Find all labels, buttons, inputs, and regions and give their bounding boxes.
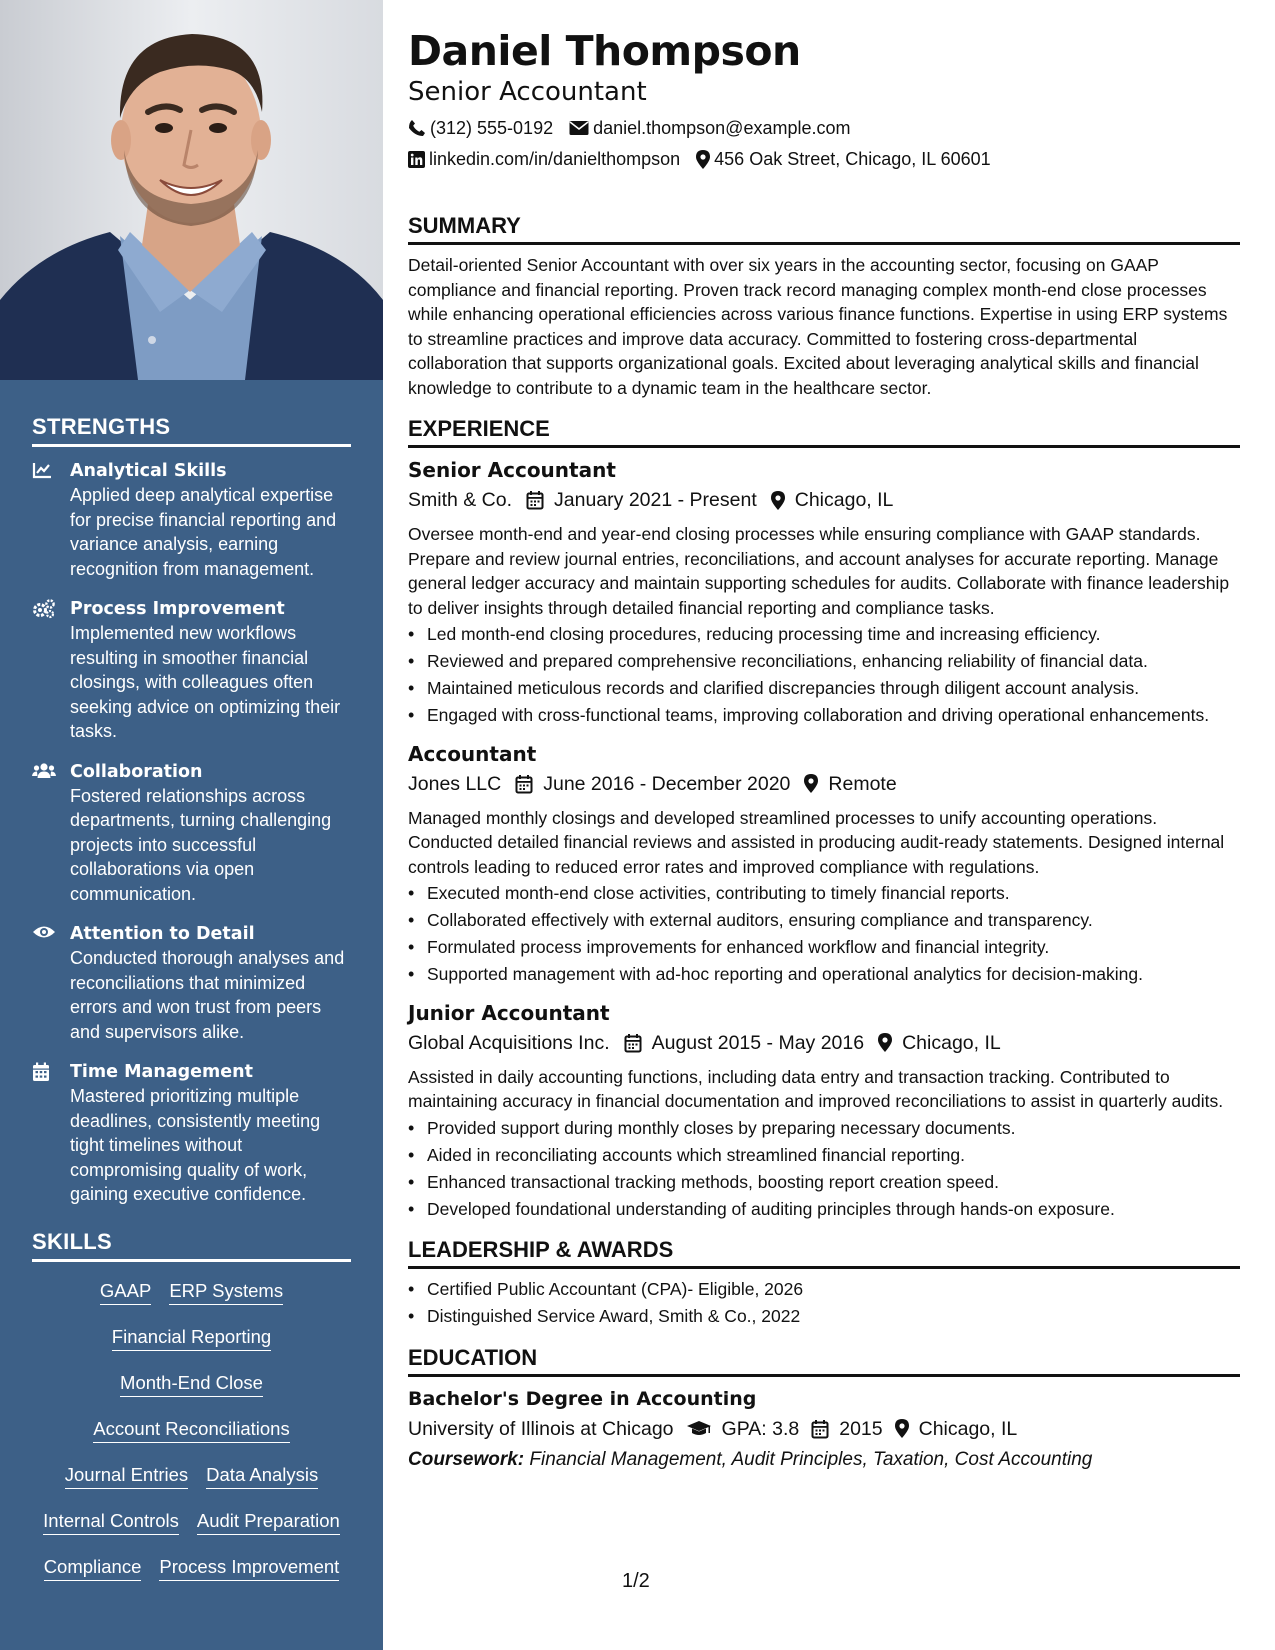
strength-title: Time Management [70,1062,253,1082]
degree-title: Bachelor's Degree in Accounting [408,1387,757,1410]
skill-tag: Compliance [44,1556,142,1581]
summary-text: Detail-oriented Senior Accountant with over six years in the accounting sector, focusing on GAAP compliance and financial reporting. Proven track record managing complex month-end close processes while enhancing operational efficiencies across various finance functions. Expertise in using ERP systems to streamline practices and improve data accuracy. Committed to fostering cross-departmental collaboration that supports organizational goals. Excited about leveraging analytical skills and financial knowledge to contribute to a dynamic team in the healthcare sector. [408,255,1228,398]
phone-number[interactable]: (312) 555-0192 [430,117,554,138]
strength-title: Analytical Skills [70,461,227,481]
calendar-icon [811,1419,829,1439]
strength-title: Process Improvement [70,599,285,619]
strength-title: Collaboration [70,761,203,782]
job-bullet: • Led month-end closing procedures, reducing processing time and increasing efficiency. [408,622,1240,647]
job-location: Chicago, IL [794,489,894,511]
graduation-cap-icon [686,1420,712,1438]
strengths-section [0,414,383,1207]
strength-item [32,459,351,581]
email-link[interactable]: daniel.thompson@example.com [593,117,851,138]
strength-item [32,1060,351,1207]
company-name: Smith & Co. [408,489,513,511]
job-bullet: • Supported management with ad-hoc reporting and operational analytics for decision-making. [408,962,1240,987]
experience-section [408,416,1240,1221]
strength-desc: Mastered prioritizing multiple deadlines, consistently meeting tight timelines without compromising quality of work, gaining executive confidence. [70,1086,321,1204]
strength-item [32,597,351,744]
job-role: Junior Accountant [408,1000,610,1025]
experience-heading: EXPERIENCE [408,416,1240,448]
summary-section [408,213,1240,400]
job-bullet: • Formulated process improvements for enhanced workflow and financial integrity. [408,935,1240,960]
job-bullet: • Provided support during monthly closes by preparing necessary documents. [408,1116,1240,1141]
skill-tag: Audit Preparation [197,1510,340,1535]
skill-tag: ERP Systems [169,1280,283,1305]
candidate-name: Daniel Thompson [408,27,801,75]
company-name: Global Acquisitions Inc. [408,1031,610,1054]
skills-heading: SKILLS [32,1229,351,1262]
school-name: University of Illinois at Chicago [408,1417,674,1440]
map-marker-icon [804,774,818,793]
job-entry [408,999,1240,1222]
strength-title: Attention to Detail [70,924,255,944]
education-section [408,1345,1240,1475]
job-bullet: • Maintained meticulous records and clarified discrepancies through diligent account analysis. [408,676,1240,701]
candidate-title: Senior Accountant [408,77,647,107]
contact-row [408,116,1240,140]
job-entry [408,456,1240,728]
calendar-icon [526,490,544,510]
gears-icon [32,597,70,619]
skill-tag: Account Reconciliations [93,1418,289,1443]
page-number: 1/2 [622,1570,650,1592]
skill-tag: Internal Controls [43,1510,179,1535]
skill-tag: Data Analysis [206,1464,318,1489]
strength-desc: Fostered relationships across departments, turning challenging projects into successful collaborations via open communication. [70,785,332,904]
leadership-heading: LEADERSHIP & AWARDS [408,1237,1240,1269]
strength-item [32,760,351,907]
company-name: Jones LLC [408,772,502,795]
job-description: Oversee month-end and year-end closing processes while ensuring compliance with GAAP standards. Prepare and review journal entries, reconciliations, and account analyses for accurate reporting. Manage general ledger accuracy and maintain supporting schedules for audits. Collaborate with finance leadership to deliver insights through detailed financial reporting and compliance tasks. [408,524,1230,618]
coursework [408,1445,1240,1475]
profile-photo [0,0,383,380]
coursework-list: Financial Management, Audit Principles, Taxation, Cost Accounting [529,1448,1093,1470]
envelope-icon [569,120,589,136]
strength-desc: Conducted thorough analyses and reconciliations that minimized errors and won trust from peers and supervisors alike. [70,948,345,1042]
job-bullet: • Aided in reconciliating accounts which streamlined financial reporting. [408,1143,1240,1168]
eye-icon [32,922,70,940]
skill-tag: Month-End Close [120,1372,263,1397]
map-marker-icon [895,1419,909,1438]
job-location: Remote [828,772,897,795]
calendar-icon [32,1060,70,1082]
job-bullet: • Collaborated effectively with external auditors, ensuring compliance and transparency. [408,908,1240,933]
education-location: Chicago, IL [918,1417,1018,1440]
summary-heading: SUMMARY [408,213,1240,245]
job-bullet: • Executed month-end close activities, contributing to timely financial reports. [408,881,1240,906]
strength-desc: Applied deep analytical expertise for precise financial reporting and variance analysis, earning recognition from management. [70,485,337,579]
job-description: Managed monthly closings and developed streamlined processes to unify accounting operations. Conducted detailed financial reviews and assisted in producing audit-ready statements. Designed internal controls leading to reduced error rates and improved compliance with regulations. [408,807,1225,877]
sidebar [0,0,383,1650]
job-entry [408,740,1240,987]
job-role: Accountant [408,741,537,766]
award-item: • Distinguished Service Award, Smith & Co., 2022 [408,1304,1240,1329]
line-chart-icon [32,459,70,479]
skill-tag: Journal Entries [65,1464,188,1489]
gpa-text: GPA: 3.8 [721,1417,800,1440]
skill-tag: Process Improvement [159,1556,339,1581]
strength-item [32,922,351,1044]
job-dates: June 2016 - December 2020 [543,772,791,795]
strength-desc: Implemented new workflows resulting in smoother financial closings, with colleagues often seeking advice on optimizing their tasks. [70,623,341,741]
address-text: 456 Oak Street, Chicago, IL 60601 [714,148,991,169]
award-item: • Certified Public Accountant (CPA)- Eligible, 2026 [408,1277,1240,1302]
job-dates: August 2015 - May 2016 [651,1031,865,1054]
job-description: Assisted in daily accounting functions, including data entry and transaction tracking. Contributed to maintaining accuracy in financial documentation and improved reconciliations to assist in quarterly audits. [408,1066,1224,1111]
job-bullet: • Reviewed and prepared comprehensive reconciliations, enhancing reliability of financial data. [408,649,1240,674]
calendar-icon [515,774,533,794]
contact-row [408,147,1240,171]
main-content [408,0,1240,1475]
job-location: Chicago, IL [902,1031,1001,1054]
map-marker-icon [771,491,785,510]
job-bullet: • Developed foundational understanding of auditing principles through hands-on exposure. [408,1197,1240,1222]
linkedin-link[interactable]: linkedin.com/in/danielthompson [429,148,681,169]
phone-icon [408,119,426,137]
strengths-heading: STRENGTHS [32,414,351,447]
leadership-section [408,1237,1240,1329]
job-dates: January 2021 - Present [554,489,757,511]
job-bullet: • Enhanced transactional tracking methods, boosting report creation speed. [408,1170,1240,1195]
map-marker-icon [696,150,710,169]
coursework-label: Coursework: [408,1448,525,1470]
linkedin-icon [408,151,425,168]
graduation-year: 2015 [839,1417,883,1440]
skills-section [0,1229,383,1581]
skill-tag: GAAP [100,1280,151,1305]
education-heading: EDUCATION [408,1345,1240,1377]
map-marker-icon [878,1033,892,1052]
job-bullet: • Engaged with cross-functional teams, improving collaboration and driving operational enhancements. [408,703,1240,728]
job-role: Senior Accountant [408,458,616,482]
calendar-icon [624,1033,642,1053]
skill-tag: Financial Reporting [112,1326,271,1351]
users-icon [32,760,70,780]
